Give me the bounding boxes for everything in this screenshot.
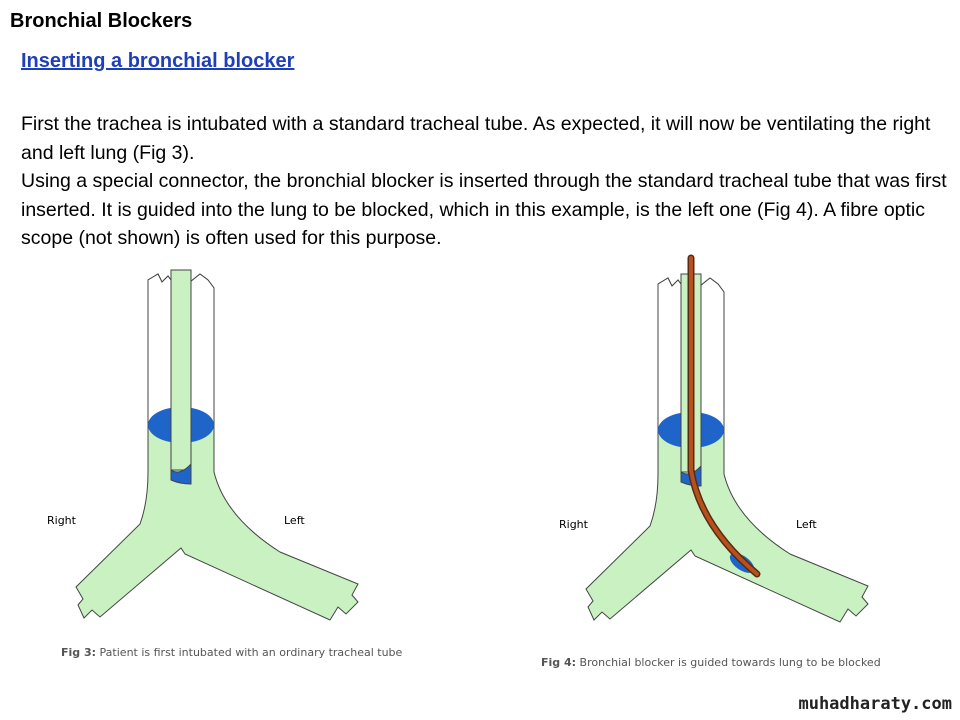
label-left-lung: Left <box>284 514 305 527</box>
label-left-lung: Left <box>796 518 817 531</box>
figure-4-caption <box>541 656 881 669</box>
tracheal-tube <box>171 270 191 470</box>
caption-prefix: Fig 4: <box>541 656 577 669</box>
airway-trachea-outline <box>76 274 358 620</box>
figure-4-diagram <box>550 256 890 646</box>
caption-prefix: Fig 3: <box>61 646 97 659</box>
label-right-lung: Right <box>559 518 588 531</box>
watermark: muhadharaty.com <box>798 694 952 714</box>
section-heading[interactable]: Inserting a bronchial blocker <box>21 50 295 72</box>
paragraph-intubation: First the trachea is intubated with a standard tracheal tube. As expected, it will now be ventilating the right and left lung (Fig 3). <box>21 113 931 164</box>
label-right-lung: Right <box>47 514 76 527</box>
caption-text: Patient is first intubated with an ordinary tracheal tube <box>99 646 403 659</box>
airway-trachea-outline <box>586 278 868 622</box>
body-text <box>21 110 956 253</box>
caption-text: Bronchial blocker is guided towards lung to be blocked <box>579 656 881 669</box>
figure-3-caption <box>61 646 402 659</box>
paragraph-blocker-insertion: Using a special connector, the bronchial blocker is inserted through the standard tracheal tube that was first inserted. It is guided into the lung to be blocked, which in this example, is the left one (Fig 4). A fibre optic scope (not shown) is often used for this purpose. <box>21 170 947 249</box>
figure-3-diagram <box>40 262 380 652</box>
slide-title: Bronchial Blockers <box>10 10 193 32</box>
